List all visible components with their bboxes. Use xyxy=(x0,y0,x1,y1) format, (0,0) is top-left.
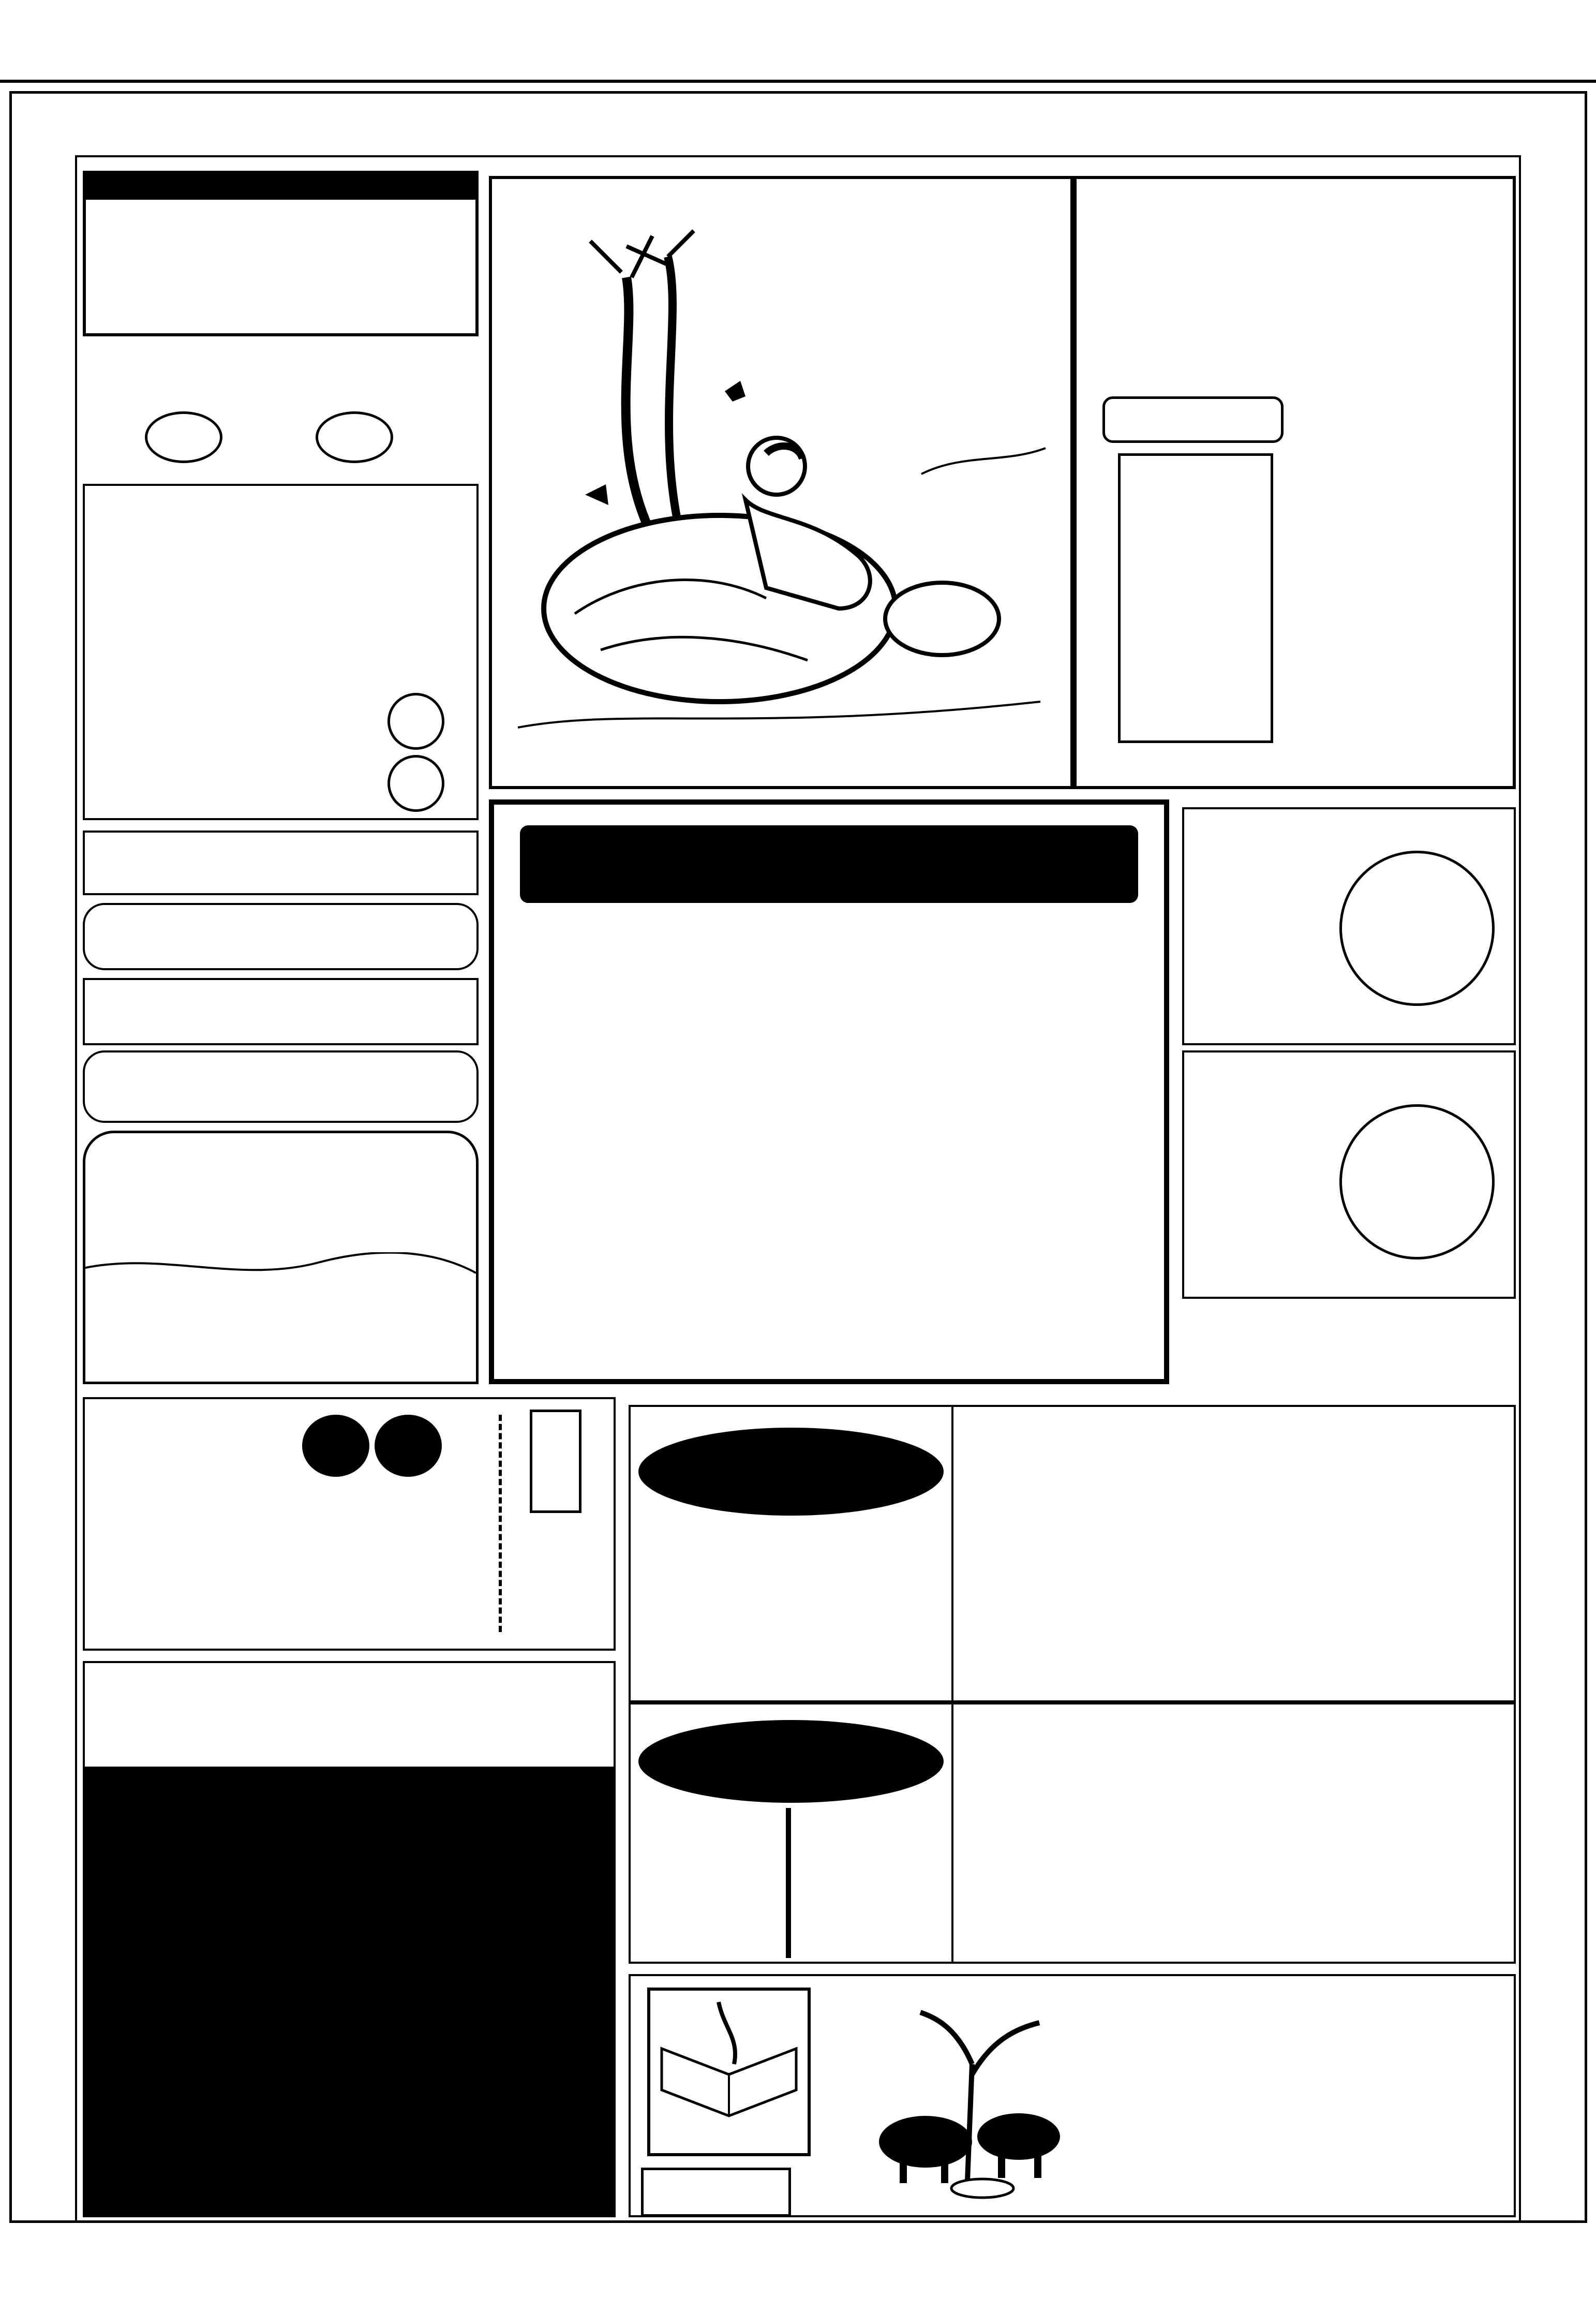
scroll-panel xyxy=(1118,453,1273,743)
book-hand-illustration xyxy=(646,1986,812,2157)
special-open-split-line xyxy=(786,1808,791,1958)
top-brand-strip xyxy=(16,101,1583,147)
xuanji-vertical-divider xyxy=(499,1415,502,1632)
special-open-divider xyxy=(951,1704,953,1962)
puzzle-picture-box xyxy=(489,176,1073,789)
year-stats-2-number xyxy=(1339,1104,1495,1259)
girl-on-rock-illustration xyxy=(497,184,1066,784)
lucky-row-band xyxy=(83,1050,479,1123)
year-stats-box-2 xyxy=(1182,1050,1516,1299)
cold-hot-title xyxy=(129,344,419,406)
special-open-badge xyxy=(638,1720,944,1803)
zodiac-puzzle-title xyxy=(85,1679,614,1741)
contribution-box xyxy=(83,1131,479,1384)
shout-title xyxy=(1182,1330,1516,1397)
total-big-char xyxy=(682,1510,900,1692)
total-divider xyxy=(951,1407,953,1700)
total-badge xyxy=(638,1428,944,1516)
total-box xyxy=(629,1405,1516,1702)
xuanji-title-c xyxy=(375,1415,442,1477)
lucky-row-zodiac xyxy=(83,903,479,970)
computer-balls-row xyxy=(554,934,1123,1012)
gate-table-title xyxy=(86,174,475,200)
special-code-box xyxy=(83,484,479,820)
cold-hot-number-2 xyxy=(316,411,393,463)
lucky-row-color xyxy=(83,978,479,1045)
puzzle-title-box xyxy=(1073,176,1516,789)
special-open-box xyxy=(629,1702,1516,1964)
year-stats-1-number xyxy=(1339,851,1495,1006)
gate-table-box xyxy=(83,171,479,336)
header-bar xyxy=(0,0,1596,83)
special-attention-label xyxy=(189,1281,344,1317)
scroll-text xyxy=(1126,466,1271,735)
wave-divider xyxy=(85,1252,476,1283)
scroll-title xyxy=(1102,396,1284,443)
elephants-tree-illustration xyxy=(863,1986,1091,2204)
special-code-number-1 xyxy=(387,693,444,750)
computer-analysis-title xyxy=(520,825,1138,903)
xuanji-title-b xyxy=(302,1415,369,1477)
zodiac-puzzle-box xyxy=(83,1661,616,2217)
computer-analysis-box xyxy=(489,799,1169,1384)
right-brand-strip xyxy=(1526,155,1583,2215)
special-code-number-2 xyxy=(387,755,444,812)
zodiac-puzzle-grid xyxy=(85,1767,614,2217)
lucky-row-number xyxy=(83,831,479,895)
explain-box xyxy=(629,1974,1516,2217)
cold-hot-number-1 xyxy=(145,411,222,463)
xuanji-box xyxy=(83,1397,616,1651)
footer-bar xyxy=(0,2225,1596,2298)
left-brand-strip xyxy=(14,155,71,2215)
explain-label xyxy=(641,2168,791,2217)
xuanji-side-label xyxy=(530,1410,581,1513)
year-stats-box-1 xyxy=(1182,807,1516,1045)
